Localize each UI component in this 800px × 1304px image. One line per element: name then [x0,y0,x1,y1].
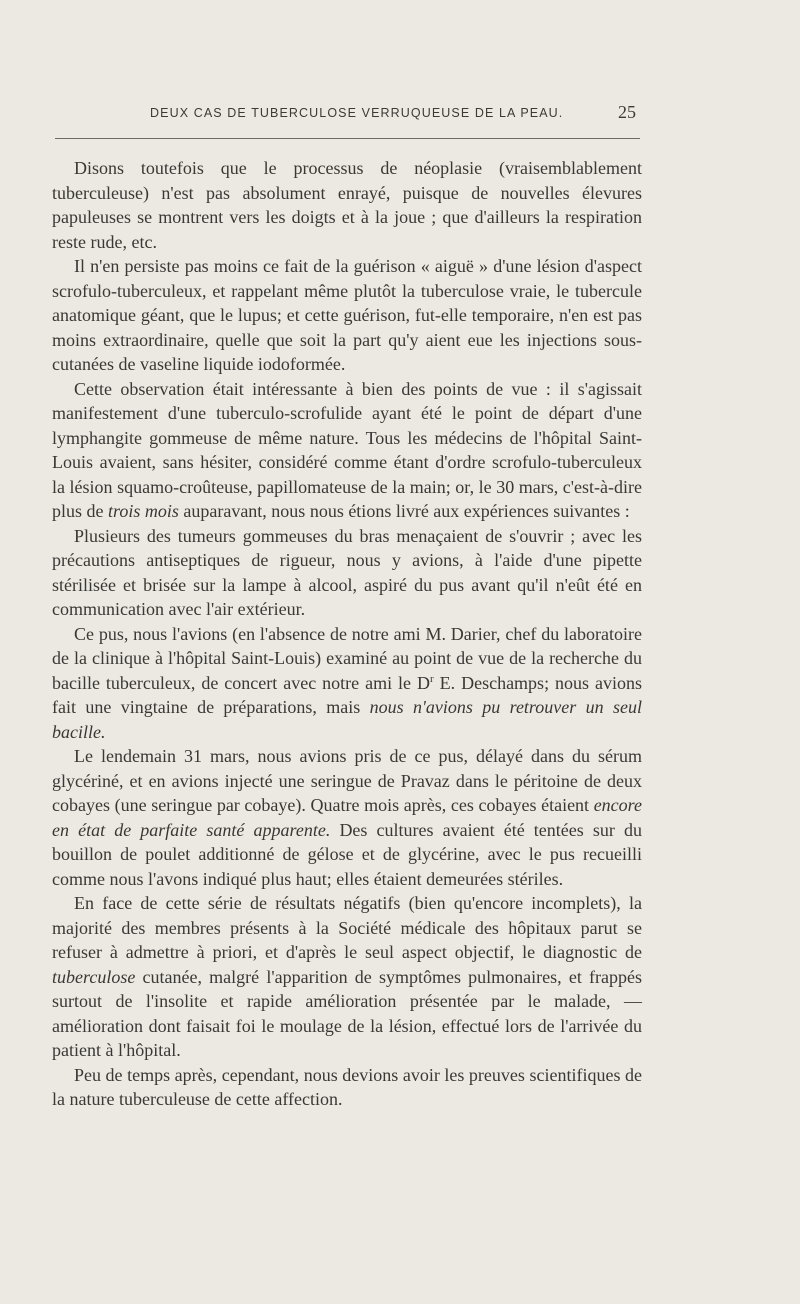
header-rule [55,138,640,139]
italic-run: encore en état de parfaite santé apparente. [52,795,642,840]
text-run: Le lendemain 31 mars, nous avions pris de ce pus, délayé dans du sérum glycériné, et en avions injecté une seringue de Pravaz dans le péritoine de deux cobayes (une seringue par cobaye). Quatre mois après, ces cobayes étaient [52,746,642,815]
paragraph-3 [52,377,642,524]
paragraph-1: Disons toutefois que le processus de néoplasie (vraisemblablement tuberculeuse) n'est pas absolument enrayé, puisque de nouvelles élevures papuleuses se montrent vers les doigts et à la joue ; que d'ailleurs la respiration reste rude, etc. [52,158,642,252]
paragraph-2: Il n'en persiste pas moins ce fait de la guérison « aiguë » d'une lésion d'aspect scrofulo-tuberculeux, et rappelant même plutôt la tuberculose vraie, le tubercule anatomique géant, que le lupus; et cette guérison, fut-elle temporaire, n'en est pas moins extraordinaire, quelle que soit la part qu'y aient eue les injections sous-cutanées de vaseline liquide iodoformée. [52,256,642,374]
body-text [52,156,642,1112]
running-title: DEUX CAS DE TUBERCULOSE VERRUQUEUSE DE LA PEAU. [150,106,564,120]
text-run: En face de cette série de résultats négatifs (bien qu'encore incomplets), la majorité des membres présents à la Société médicale des hôpitaux parut se refuser à admettre à priori, et d'après le seul aspect objectif, le diagnostic de [52,893,642,962]
text-run: Ce pus, nous l'avions (en l'absence de notre ami M. Darier, chef du laboratoire de la clinique à l'hôpital Saint-Louis) examiné au point de vue de la recherche du bacille tuberculeux, de concert avec notre ami le D [52,623,642,693]
page-number: 25 [618,102,636,122]
paragraph-6 [52,744,642,891]
italic-run: tuberculose [52,966,136,987]
paragraph-4: Plusieurs des tumeurs gommeuses du bras menaçaient de s'ouvrir ; avec les précautions antiseptiques de rigueur, nous y avions, à l'aide d'une pipette stérilisée et brisée sur la lampe à alcool, aspiré du pus avant qu'il n'eût été en communication avec l'air extérieur. [52,525,642,619]
text-run: auparavant, nous nous étions livré aux expériences suivantes : [178,501,630,521]
text-run: Des cultures avaient été tentées sur du bouillon de poulet additionné de gélose et de glycérine, avec le pus recueilli comme nous l'avons indiqué plus haut; elles étaient demeurées stériles. [52,819,642,889]
paragraph-8: Peu de temps après, cependant, nous devions avoir les preuves scientifiques de la nature tuberculeuse de cette affection. [52,1064,642,1109]
text-run: Cette observation était intéressante à bien des points de vue : il s'agissait manifestement d'une tuberculo-scrofulide ayant été le point de départ d'une lymphangite gommeuse de même nature. Tous les médecins de l'hôpital Saint-Louis avaient, sans hésiter, considéré comme étant d'ordre scrofulo-tuberculeux la lésion squamo-croûteuse, papillomateuse de la main; or, le 30 mars, c'est-à-dire plus de [52,378,642,521]
paragraph-5 [52,622,642,745]
text-run: cutanée, malgré l'apparition de symptômes pulmonaires, et frappés surtout de l'insolite et rapide amélioration présentée par le malade, —amélioration dont faisait foi le moulage de la lésion, effectué lors de l'arrivée du patient à l'hôpital. [52,966,642,1060]
italic-run: nous n'avions pu retrouver un seul bacille. [52,697,642,742]
text-run: E. Deschamps; nous avions fait une vingtaine de préparations, mais [52,672,642,717]
italic-run: trois mois [108,501,179,521]
paragraph-7 [52,891,642,1063]
superscript: r [430,672,434,685]
